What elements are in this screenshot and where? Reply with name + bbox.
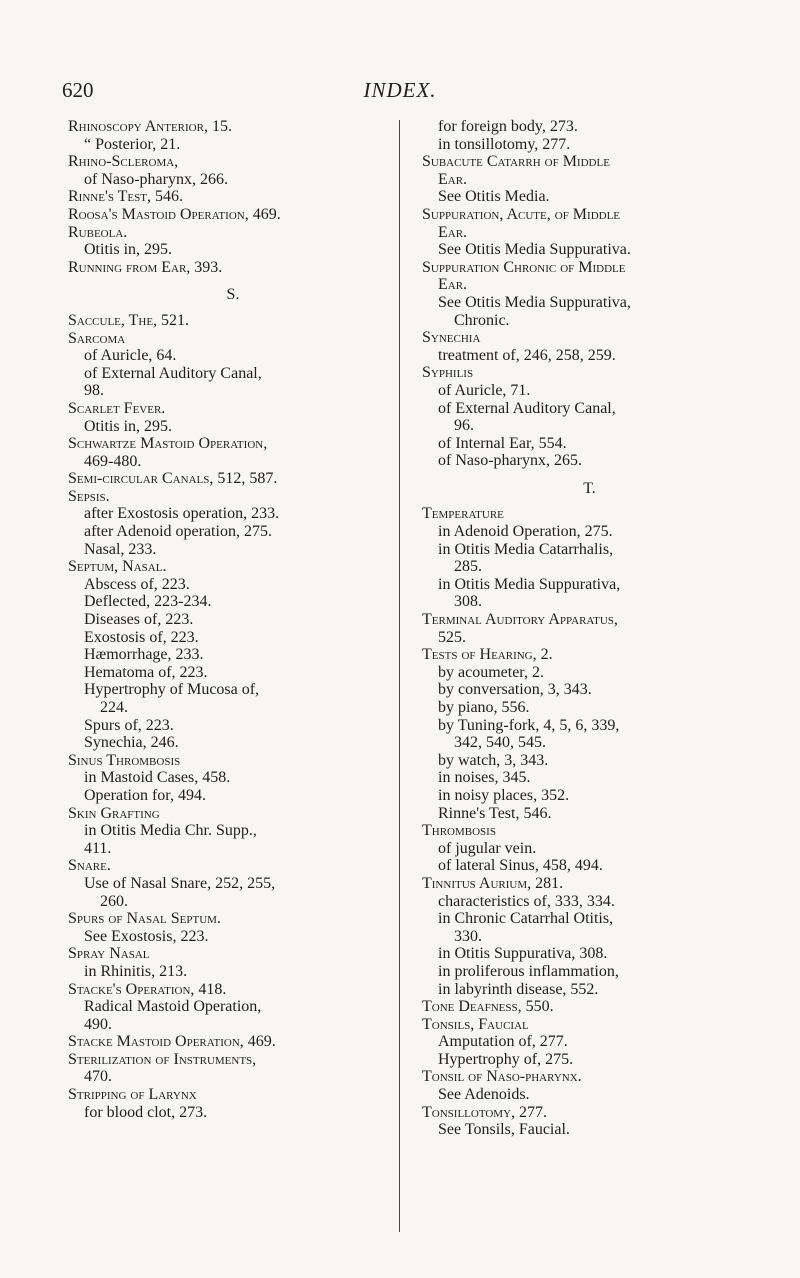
index-subentry: 224. <box>100 699 128 716</box>
index-heading: Running from Ear, 393. <box>68 258 223 276</box>
index-heading: Sepsis. <box>68 487 110 505</box>
index-heading: Tinnitus Aurium, 281. <box>422 874 564 892</box>
index-subentry: by Tuning-fork, 4, 5, 6, 339, <box>438 716 620 734</box>
index-subentry: of lateral Sinus, 458, 494. <box>438 857 603 875</box>
index-column-left <box>68 118 398 1121</box>
page-number: 620 <box>62 78 94 102</box>
index-subentry: Deflected, 223-234. <box>84 593 212 611</box>
index-subentry: after Exostosis operation, 233. <box>84 505 280 523</box>
index-heading: Spray Nasal <box>68 945 150 963</box>
index-heading: Syphilis <box>422 364 474 382</box>
index-subentry: Radical Mastoid Operation, <box>84 998 262 1016</box>
index-subentry: 260. <box>100 892 128 910</box>
index-subentry: in Chronic Catarrhal Otitis, <box>438 910 614 928</box>
index-heading: Septum, Nasal. <box>68 558 167 576</box>
index-subentry: 490. <box>84 1015 112 1033</box>
index-subentry: Abscess of, 223. <box>84 575 190 593</box>
index-heading: Semi-circular Canals, 512, 587. <box>68 470 278 488</box>
index-subentry: Hematoma of, 223. <box>84 663 208 681</box>
index-subentry: in Otitis Suppurativa, 308. <box>438 945 608 963</box>
index-heading: Scarlet Fever. <box>68 399 166 417</box>
index-heading: Tonsillotomy, 277. <box>422 1103 548 1121</box>
index-heading: Sarcoma <box>68 329 126 347</box>
index-heading: Subacute Catarrh of Middle <box>422 153 610 171</box>
index-subentry: Chronic. <box>454 311 510 329</box>
index-subentry: See Adenoids. <box>438 1086 530 1104</box>
index-subentry: in labyrinth disease, 552. <box>438 980 599 998</box>
index-subentry: Diseases of, 223. <box>84 611 194 629</box>
index-subentry: Hypertrophy of Mucosa of, <box>84 681 260 699</box>
index-subentry: in Otitis Media Chr. Supp., <box>84 822 257 840</box>
index-subentry: in tonsillotomy, 277. <box>438 135 571 153</box>
index-subentry: 411. <box>84 839 112 857</box>
index-subentry: by conversation, 3, 343. <box>438 681 592 699</box>
page-title: INDEX. <box>363 78 437 102</box>
index-subentry: by acoumeter, 2. <box>438 663 544 681</box>
index-subentry: treatment of, 246, 258, 259. <box>438 346 616 364</box>
index-subentry: by watch, 3, 343. <box>438 751 549 769</box>
index-heading: Snare. <box>68 857 111 875</box>
index-heading: Tone Deafness, 550. <box>422 998 554 1016</box>
index-subentry: See Otitis Media. <box>438 188 550 206</box>
index-subentry: of External Auditory Canal, <box>84 364 262 382</box>
index-subentry: Rinne's Test, 546. <box>438 804 552 822</box>
index-heading: Thrombosis <box>422 822 496 840</box>
column-divider <box>399 120 400 1232</box>
index-subentry: Ear. <box>438 223 468 241</box>
index-heading: Sterilization of Instruments, <box>68 1050 257 1068</box>
index-subentry: in Otitis Media Suppurativa, <box>438 575 621 593</box>
index-subentry: Hypertrophy of, 275. <box>438 1050 574 1068</box>
index-subentry: Ear. <box>438 276 468 294</box>
index-subentry: Ear. <box>438 170 468 188</box>
index-heading: Rinne's Test, 546. <box>68 188 183 206</box>
index-heading: Stripping of Larynx <box>68 1086 197 1104</box>
index-subentry: after Adenoid operation, 275. <box>84 523 272 541</box>
index-heading: Rhinoscopy Anterior, 15. <box>68 118 232 135</box>
index-subentry: Hæmorrhage, 233. <box>84 646 204 664</box>
index-subentry: characteristics of, 333, 334. <box>438 892 615 910</box>
index-subentry: 285. <box>454 558 482 576</box>
index-heading: Spurs of Nasal Septum. <box>68 910 221 928</box>
index-heading: Tests of Hearing, 2. <box>422 646 553 664</box>
index-subentry: 98. <box>84 382 104 400</box>
index-subentry: See Exostosis, 223. <box>84 927 209 945</box>
index-subentry: for blood clot, 273. <box>84 1103 208 1121</box>
index-subentry: in Otitis Media Catarrhalis, <box>438 540 614 558</box>
index-subentry: 330. <box>454 927 482 945</box>
index-subentry: in proliferous inflammation, <box>438 962 619 980</box>
index-subentry: See Tonsils, Faucial. <box>438 1121 570 1139</box>
index-subentry: of External Auditory Canal, <box>438 399 616 417</box>
index-subentry: Use of Nasal Snare, 252, 255, <box>84 874 276 892</box>
index-subentry: by piano, 556. <box>438 699 530 716</box>
index-subentry: Synechia, 246. <box>84 734 179 752</box>
index-heading: Terminal Auditory Apparatus, <box>422 611 618 629</box>
index-subentry: in Rhinitis, 213. <box>84 962 188 980</box>
index-subentry: Amputation of, 277. <box>438 1033 568 1051</box>
index-subentry: Otitis in, 295. <box>84 417 173 435</box>
index-subentry: in Adenoid Operation, 275. <box>438 523 613 541</box>
index-subentry: Nasal, 233. <box>84 540 157 558</box>
index-heading: Skin Grafting <box>68 804 160 822</box>
index-subentry: See Otitis Media Suppurativa, <box>438 293 631 311</box>
index-column-right <box>422 118 757 1139</box>
index-subentry: of Auricle, 64. <box>84 347 177 365</box>
index-subentry: 308. <box>454 593 482 611</box>
index-subentry: in Mastoid Cases, 458. <box>84 769 231 787</box>
index-subentry: 342, 540, 545. <box>454 734 546 752</box>
index-heading: Stacke's Operation, 418. <box>68 980 227 998</box>
index-heading: Tonsil of Naso-pharynx. <box>422 1068 582 1086</box>
index-heading: Tonsils, Faucial <box>422 1015 529 1033</box>
index-heading: Suppuration, Acute, of Middle <box>422 205 621 223</box>
index-heading: Synechia <box>422 329 481 347</box>
index-subentry: Spurs of, 223. <box>84 716 174 734</box>
index-heading: Sinus Thrombosis <box>68 751 181 769</box>
index-subentry: Operation for, 494. <box>84 786 206 804</box>
index-heading: Rubeola. <box>68 223 128 241</box>
index-heading: Stacke Mastoid Operation, 469. <box>68 1033 276 1051</box>
index-heading: Roosa's Mastoid Operation, 469. <box>68 205 281 223</box>
index-subentry: for foreign body, 273. <box>438 118 578 135</box>
index-heading: Saccule, The, 521. <box>68 311 190 329</box>
index-subentry: in noisy places, 352. <box>438 786 570 804</box>
index-subentry: Exostosis of, 223. <box>84 628 199 646</box>
index-subentry: See Otitis Media Suppurativa. <box>438 241 631 259</box>
index-subentry: of Naso-pharynx, 265. <box>438 452 582 470</box>
page-header <box>0 78 800 108</box>
index-heading: Suppuration Chronic of Middle <box>422 258 626 276</box>
index-subentry: “ Posterior, 21. <box>84 135 181 153</box>
index-heading: Temperature <box>422 505 504 523</box>
index-subentry: Otitis in, 295. <box>84 241 173 259</box>
index-subentry: 469-480. <box>84 452 142 470</box>
index-subentry: 470. <box>84 1068 112 1086</box>
index-heading: Rhino-Scleroma, <box>68 153 179 171</box>
index-subentry: of Internal Ear, 554. <box>438 434 567 452</box>
section-letter: S. <box>226 286 240 304</box>
section-letter: T. <box>583 479 596 497</box>
index-heading: Schwartze Mastoid Operation, <box>68 435 268 453</box>
index-subentry: of Auricle, 71. <box>438 381 531 399</box>
index-subentry: 525. <box>438 628 466 646</box>
index-subentry: of Naso-pharynx, 266. <box>84 170 228 188</box>
index-subentry: of jugular vein. <box>438 839 537 857</box>
index-subentry: in noises, 345. <box>438 769 531 787</box>
index-subentry: 96. <box>454 417 474 435</box>
